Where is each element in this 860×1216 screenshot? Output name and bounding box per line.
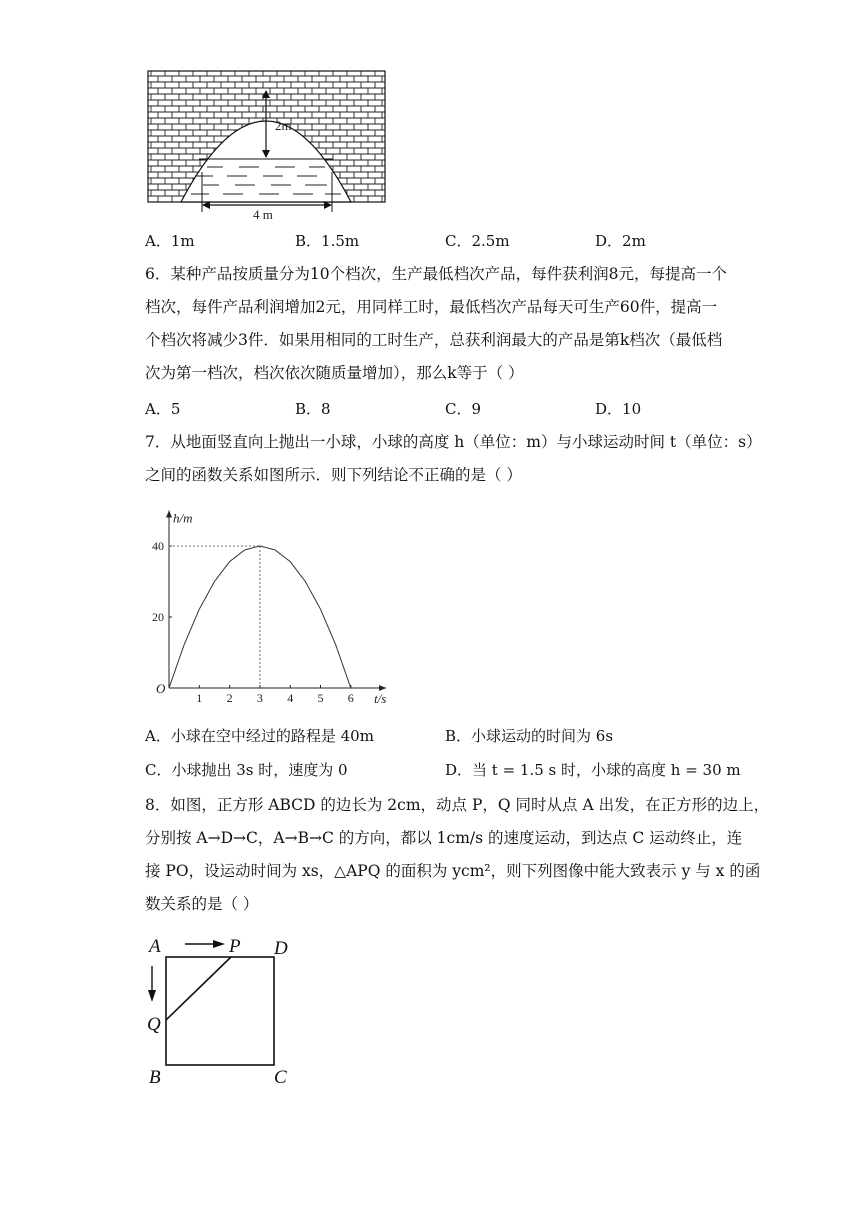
q6-line-2: 档次，每件产品利润增加2元，用同样工时，最低档次产品每天可生产60件，提高一 (145, 298, 718, 316)
x-tick-label-2: 2 (226, 691, 233, 705)
y-axis-arrow (166, 511, 172, 518)
q5-option-b: B．1.5m (295, 232, 360, 250)
vertex-c-label: C (274, 1067, 287, 1088)
x-tick-label-4: 4 (287, 691, 294, 705)
q6-option-a: A．5 (145, 400, 181, 418)
square-figure (145, 930, 315, 1090)
x-tick-label-6: 6 (347, 691, 354, 705)
origin-label: O (156, 681, 166, 696)
q7-option-a: A．小球在空中经过的路程是 40m (145, 727, 374, 745)
arch-width-label: 4 m (253, 207, 273, 222)
y-tick-label-40: 40 (152, 539, 164, 553)
x-tick-label-5: 5 (317, 691, 324, 705)
q5-option-c: C．2.5m (445, 232, 510, 250)
height-time-chart (148, 508, 388, 708)
q7-option-c: C．小球抛出 3s 时，速度为 0 (145, 761, 348, 779)
q7-line-2: 之间的函数关系如图所示．则下列结论不正确的是（ ） (145, 466, 522, 484)
q6-line-3: 个档次将减少3件．如果用相同的工时生产，总获利润最大的产品是第k档次（最低档 (145, 331, 723, 349)
y-tick-label-20: 20 (152, 610, 164, 624)
arch-height-label: 2m (275, 118, 292, 133)
x-axis-label: t/s (374, 691, 387, 706)
q6-option-d: D．10 (595, 400, 642, 418)
q8-line-1: 8．如图，正方形 ABCD 的边长为 2cm，动点 P，Q 同时从点 A 出发，在正方形的边上， (145, 796, 770, 814)
q8-line-2: 分别按 A→D→C，A→B→C 的方向，都以 1cm/s 的速度运动，到达点 C 运动终止，连 (145, 829, 743, 847)
point-p-label: P (229, 936, 241, 957)
q6-option-b: B．8 (295, 400, 331, 418)
q8-line-3: 接 PO，设运动时间为 xs，△APQ 的面积为 ycm²，则下列图像中能大致表示 y 与 x 的函 (145, 862, 761, 880)
q6-option-c: C．9 (445, 400, 482, 418)
point-q-label: Q (147, 1014, 161, 1035)
q8-line-4: 数关系的是（ ） (145, 895, 259, 913)
q7-option-b: B．小球运动的时间为 6s (445, 727, 614, 745)
q6-line-1: 6．某种产品按质量分为10个档次，生产最低档次产品，每件获利润8元，每提高一个 (145, 265, 727, 283)
x-tick-label-1: 1 (196, 691, 203, 705)
vertex-d-label: D (274, 938, 288, 959)
x-tick-label-3: 3 (256, 691, 263, 705)
vertex-a-label: A (149, 936, 161, 957)
q7-option-d: D．当 t = 1.5 s 时，小球的高度 h = 30 m (445, 761, 741, 779)
q7-line-1: 7．从地面竖直向上抛出一小球，小球的高度 h（单位：m）与小球运动时间 t（单位：s） (145, 433, 762, 451)
q5-option-d: D．2m (595, 232, 646, 250)
vertex-b-label: B (149, 1067, 161, 1088)
q5-option-a: A．1m (145, 232, 195, 250)
y-axis-label: h/m (173, 510, 193, 526)
arch-figure (147, 70, 387, 220)
q6-line-4: 次为第一档次，档次依次随质量增加），那么k等于（ ） (145, 364, 524, 382)
